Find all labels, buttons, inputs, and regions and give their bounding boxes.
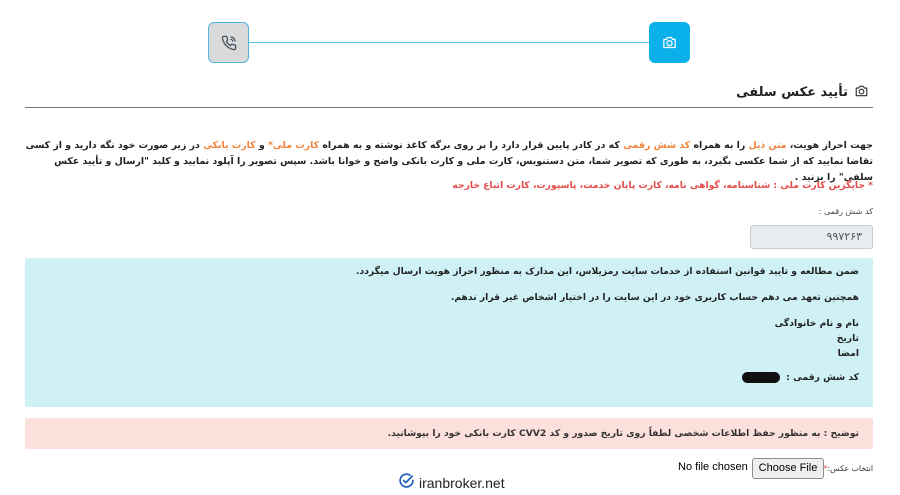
intro-highlight: متن ذیل — [748, 140, 787, 151]
file-label — [824, 464, 873, 473]
substitutes-note: * جایگزین کارت ملی : شناسنامه، گواهی نامه، کارت پایان خدمت، پاسپورت، کارت اتباع خارجه — [452, 180, 873, 191]
camera-icon — [662, 35, 677, 50]
intro-highlight: کارت بانکی — [203, 140, 256, 151]
check-badge-icon — [398, 472, 415, 493]
file-status: No file chosen — [678, 461, 748, 473]
file-label-text: انتخاب عکس: — [827, 464, 873, 473]
camera-icon — [854, 83, 869, 102]
date-line: تاریخ — [836, 333, 859, 344]
watermark-logo — [398, 472, 505, 493]
section-header — [25, 78, 873, 108]
choose-file-button[interactable]: Choose File — [752, 458, 824, 479]
phone-icon — [221, 35, 237, 51]
intro-part: و — [255, 140, 268, 151]
cvv-warning: توضیح : به منظور حفظ اطلاعات شخصی لطفاً روی تاریخ صدور و کد CVV2 کارت بانکی خود را بپوشانید. — [25, 418, 873, 449]
name-line: نام و نام خانوادگی — [774, 318, 859, 329]
commitment-line-1: ضمن مطالعه و تایید قوانین استفاده از خدمات سایت رمزیلاس، این مدارک به منظور احراز هویت ارسال میگردد. — [355, 266, 859, 277]
intro-text — [25, 138, 873, 186]
intro-part: که در کادر پایین قرار دارد را بر روی برگه کاغذ نوشته و به همراه — [319, 140, 624, 151]
intro-part: در زیر صورت خود نگه دارید و از کسی تقاضا نمایید که از شما عکسی بگیرد، به طوری که تصویر شما، متن دستنویس، کارت ملی و کارت بانکی واضح و خوانا باشد. سپس تصویر را آپلود نمایید و کلید "ارسال و تأیید عکس سلفی" را بزنید . — [25, 140, 873, 183]
redacted-code — [742, 372, 780, 383]
intro-highlight: کد شش رقمی — [623, 140, 691, 151]
intro-part: را به همراه — [690, 140, 749, 151]
code-line — [742, 372, 859, 383]
code-line-label: کد شش رقمی : — [786, 372, 859, 383]
intro-part: جهت احراز هویت، — [786, 140, 873, 151]
progress-line — [248, 42, 650, 43]
progress-steps — [208, 22, 690, 64]
intro-highlight: کارت ملی* — [268, 140, 320, 151]
required-mark: * — [823, 464, 828, 473]
watermark-text: iranbroker.net — [419, 474, 505, 491]
code-field: ۹۹۷۲۶۳ — [750, 225, 873, 249]
step-phone[interactable] — [208, 22, 249, 63]
page-title: تأیید عکس سلفی — [736, 85, 848, 100]
signature-line: امضا — [837, 348, 859, 359]
step-camera[interactable] — [649, 22, 690, 63]
commitment-box — [25, 258, 873, 407]
code-label: کد شش رقمی : — [818, 207, 873, 216]
commitment-line-2: همچنین تعهد می دهم حساب کاربری خود در این سایت را در اختیار اشخاص غیر قرار ندهم. — [450, 292, 859, 303]
